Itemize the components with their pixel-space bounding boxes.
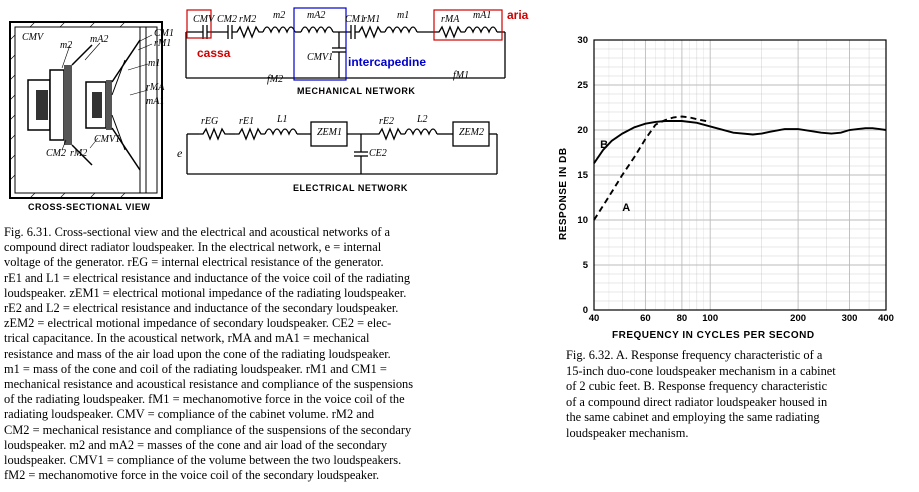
chart-ytick-label: 20	[577, 125, 588, 136]
chart-ytick-label: 5	[582, 260, 588, 271]
label-ma1: mA1	[146, 96, 165, 107]
response-chart	[560, 28, 910, 348]
annotation-intercapedine: intercapedine	[348, 55, 427, 69]
electrical-network-title: ELECTRICAL NETWORK	[293, 183, 408, 193]
label-rm2: rM2	[70, 148, 88, 159]
caption-line: trical capacitance. In the acoustical network, rMA and mA1 = mechanical	[4, 331, 370, 346]
mech-force-fm1: fM1	[453, 70, 470, 81]
chart-xtick-label: 40	[588, 313, 600, 324]
elec-label-zem1: ZEM1	[317, 127, 342, 138]
caption-line: 15-inch duo-cone loudspeaker mechanism in a cabinet	[566, 363, 836, 378]
chart-xtick-label: 200	[790, 313, 807, 324]
elec-label-reg: rEG	[201, 116, 219, 127]
chart-xtick-label: 400	[878, 313, 894, 324]
elec-label-re2: rE2	[379, 116, 394, 127]
label-cmv: CMV	[22, 32, 44, 43]
mech-label-rm2: rM2	[239, 14, 257, 25]
caption-line: loudspeaker. CMV1 = compliance of the volume between the two loudspeakers.	[4, 453, 402, 468]
chart-ytick-label: 25	[577, 80, 588, 91]
elec-source-e: e	[177, 146, 183, 160]
mechanical-network-title: MECHANICAL NETWORK	[297, 86, 416, 96]
caption-fig-6-32	[566, 348, 912, 442]
mech-label-m2: m2	[273, 10, 286, 21]
chart-ytick-label: 30	[577, 35, 588, 46]
chart-xtick-label: 100	[702, 313, 719, 324]
chart-ytick-label: 10	[577, 215, 588, 226]
chart-series-a	[594, 117, 710, 221]
label-rma: rMA	[146, 82, 165, 93]
chart-xtick-label: 300	[841, 313, 858, 324]
elec-label-l1: L1	[277, 114, 288, 125]
cross-section-figure	[0, 0, 183, 220]
caption-line: zEM2 = electrical motional impedance of secondary loudspeaker. CE2 = elec-	[4, 316, 392, 331]
chart-ytick-label: 0	[582, 305, 588, 316]
chart-ylabel: RESPONSE IN DB	[558, 147, 569, 240]
caption-line: the same cabinet and employing the same radiating	[566, 410, 820, 425]
caption-line: loudspeaker mechanism.	[566, 425, 689, 440]
mech-label-m1: m1	[397, 10, 410, 21]
response-chart-svg	[560, 28, 910, 348]
elec-label-l2: L2	[417, 114, 428, 125]
caption-line: Fig. 6.31. Cross-sectional view and the electrical and acoustical networks of a	[4, 225, 391, 239]
cross-section-title: CROSS-SECTIONAL VIEW	[28, 202, 151, 212]
caption-line: resistance and mass of the air load upon the cone of the radiating loudspeaker.	[4, 346, 391, 361]
mech-label-cm2: CM2	[217, 14, 237, 25]
mech-label-ma1: mA1	[473, 10, 492, 21]
caption-line: Fig. 6.32. A. Response frequency characteristic of a	[566, 348, 823, 362]
caption-line: CM2 = mechanical resistance and compliance of the suspensions of the secondary	[4, 422, 412, 437]
caption-line: loudspeaker. zEM1 = electrical motional impedance of the radiating loudspeaker.	[4, 285, 407, 300]
mech-label-cmv1: CMV1	[307, 52, 334, 63]
mech-force-fm2: fM2	[267, 74, 284, 85]
mech-label-cmv: CMV	[193, 14, 215, 25]
chart-annotation-b: B	[600, 139, 609, 151]
chart-ytick-label: 15	[577, 170, 588, 181]
caption-line: rE2 and L2 = electrical resistance and inductance of the secondary loudspeaker.	[4, 301, 399, 316]
caption-line: voltage of the generator. rEG = internal electrical resistance of the generator.	[4, 255, 384, 270]
label-rm1: rM1	[154, 38, 172, 49]
caption-line: fM2 = mechanomotive force in the voice coil of the secondary loudspeaker.	[4, 468, 380, 483]
mech-label-cm1: CM1	[345, 14, 365, 25]
caption-line: m1 = mass of the cone and coil of the radiating loudspeaker. rM1 and CM1 =	[4, 361, 387, 376]
mech-label-ma2: mA2	[307, 10, 326, 21]
caption-line: compound direct radiator loudspeaker. In the electrical network, e = internal	[4, 240, 382, 255]
elec-label-ce2: CE2	[369, 148, 387, 159]
chart-xlabel: FREQUENCY IN CYCLES PER SECOND	[612, 330, 815, 341]
caption-line: of 2 cubic feet. B. Response frequency characteristic	[566, 379, 828, 394]
label-m2: m2	[60, 40, 73, 51]
chart-xtick-label: 80	[676, 313, 688, 324]
annotation-cassa: cassa	[197, 46, 231, 60]
caption-line: loudspeaker. m2 and mA2 = masses of the cone and air load of the secondary	[4, 437, 388, 452]
mech-label-rma: rMA	[441, 14, 460, 25]
label-m1: m1	[148, 58, 161, 69]
label-cm2: CM2	[46, 148, 66, 159]
caption-line: of the radiating loudspeaker. fM1 = mechanomotive force in the voice coil of the	[4, 392, 405, 407]
elec-label-re1: rE1	[239, 116, 254, 127]
caption-line: mechanical resistance and acoustical resistance and compliance of the suspensions	[4, 377, 414, 392]
label-ma2: mA2	[90, 34, 109, 45]
caption-line: rE1 and L1 = electrical resistance and inductance of the voice coil of the radiating	[4, 270, 411, 285]
mechanical-network	[183, 0, 529, 100]
annotation-aria: aria	[507, 8, 529, 22]
caption-line: of a compound direct radiator loudspeaker housed in	[566, 394, 828, 409]
chart-xtick-label: 60	[640, 313, 651, 324]
caption-fig-6-31	[4, 225, 516, 483]
label-cm1: CM1	[154, 28, 174, 39]
caption-line: radiating loudspeaker. CMV = compliance of the cabinet volume. rM2 and	[4, 407, 375, 422]
label-cmv1: CMV1	[94, 134, 121, 145]
mech-label-rm1: rM1	[363, 14, 381, 25]
elec-label-zem2: ZEM2	[459, 127, 484, 138]
chart-annotation-a: A	[622, 202, 631, 214]
electrical-network	[177, 112, 523, 198]
